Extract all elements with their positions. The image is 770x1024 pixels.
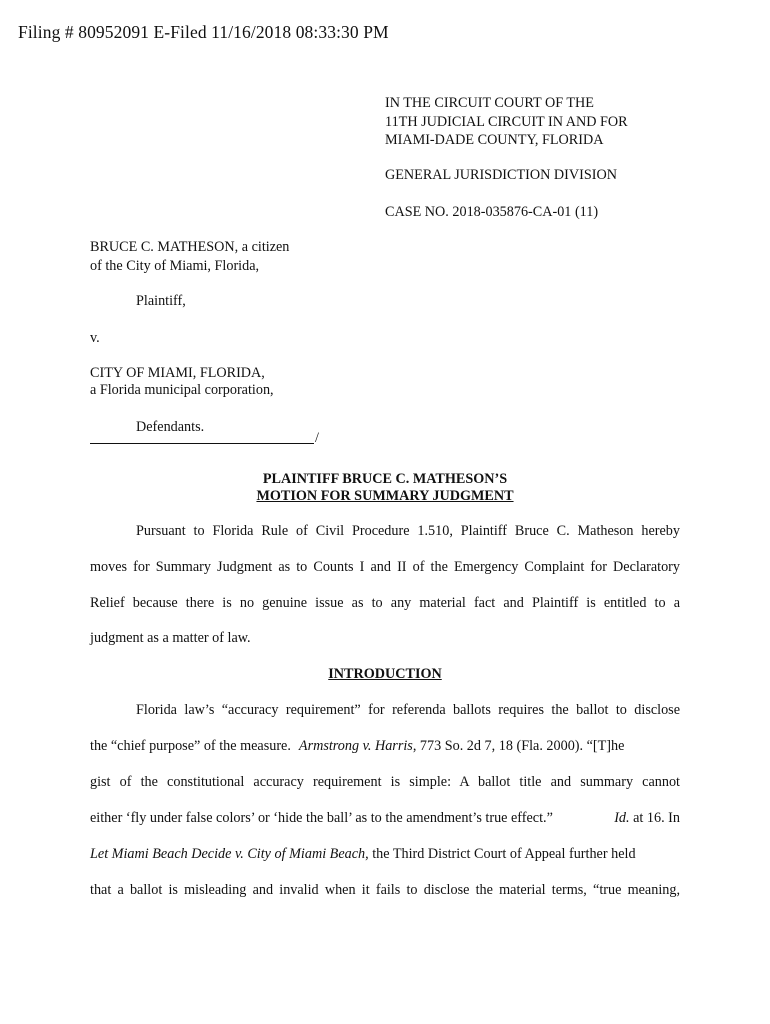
court-name-line-3: MIAMI-DADE COUNTY, FLORIDA [385, 132, 604, 148]
defendant-role: Defendants. [136, 419, 205, 435]
motion-title-text: MOTION FOR SUMMARY JUDGMENT [256, 488, 514, 504]
introduction-heading [0, 666, 770, 683]
plaintiff-name: BRUCE C. MATHESON, a citizen [90, 239, 290, 255]
defendant-description: a Florida municipal corporation, [90, 382, 274, 398]
case-name-armstrong: Armstrong v. Harris [298, 738, 413, 754]
caption-slash: / [315, 430, 319, 446]
body-line-4-text-b: at 16. In [629, 810, 680, 826]
case-number: CASE NO. 2018-035876-CA-01 (11) [385, 204, 599, 220]
body-line-1: Florida law’s “accuracy requirement” for referenda ballots requires the ballot to disclose [136, 702, 680, 718]
body-line-5 [90, 846, 680, 863]
citation-id: Id. [614, 810, 630, 826]
body-line-4-text-a: either ‘fly under false colors’ or ‘hide the ball’ as to the amendment’s true effect.” [90, 810, 553, 826]
body-line-4 [90, 810, 680, 827]
filing-stamp: Filing # 80952091 E-Filed 11/16/2018 08:33:30 PM [18, 22, 389, 42]
body-line-6: that a ballot is misleading and invalid when it fails to disclose the material terms, “true meaning, [90, 882, 680, 898]
introduction-heading-text: INTRODUCTION [328, 666, 442, 682]
caption-rule [90, 443, 314, 444]
intro-line-1: Pursuant to Florida Rule of Civil Procedure 1.510, Plaintiff Bruce C. Matheson hereby [136, 523, 680, 539]
defendant-name: CITY OF MIAMI, FLORIDA, [90, 365, 265, 381]
body-line-2-text-a: the “chief purpose” of the measure. [90, 738, 291, 754]
motion-title-line-2 [0, 487, 770, 506]
case-name-let-miami-beach: Let Miami Beach Decide v. City of Miami Beach [90, 846, 366, 862]
versus: v. [90, 330, 100, 346]
body-line-5-text-b: , the Third District Court of Appeal further held [365, 846, 636, 862]
intro-line-3: Relief because there is no genuine issue as to any material fact and Plaintiff is entitled to a [90, 595, 680, 611]
court-division: GENERAL JURISDICTION DIVISION [385, 167, 617, 183]
court-name-line-2: 11TH JUDICIAL CIRCUIT IN AND FOR [385, 114, 628, 130]
plaintiff-role: Plaintiff, [136, 293, 186, 309]
body-line-3: gist of the constitutional accuracy requirement is simple: A ballot title and summary cannot [90, 774, 680, 790]
plaintiff-description: of the City of Miami, Florida, [90, 258, 260, 274]
body-line-2-citation [291, 738, 680, 755]
court-name-line-1: IN THE CIRCUIT COURT OF THE [385, 95, 594, 111]
body-line-2 [90, 738, 680, 755]
intro-line-2: moves for Summary Judgment as to Counts I and II of the Emergency Complaint for Declaratory [90, 559, 680, 575]
intro-line-4: judgment as a matter of law. [90, 630, 251, 646]
motion-title-line-1: PLAINTIFF BRUCE C. MATHESON’S [262, 471, 508, 487]
body-line-2-text-b: , 773 So. 2d 7, 18 (Fla. 2000). “[T]he [412, 738, 625, 754]
